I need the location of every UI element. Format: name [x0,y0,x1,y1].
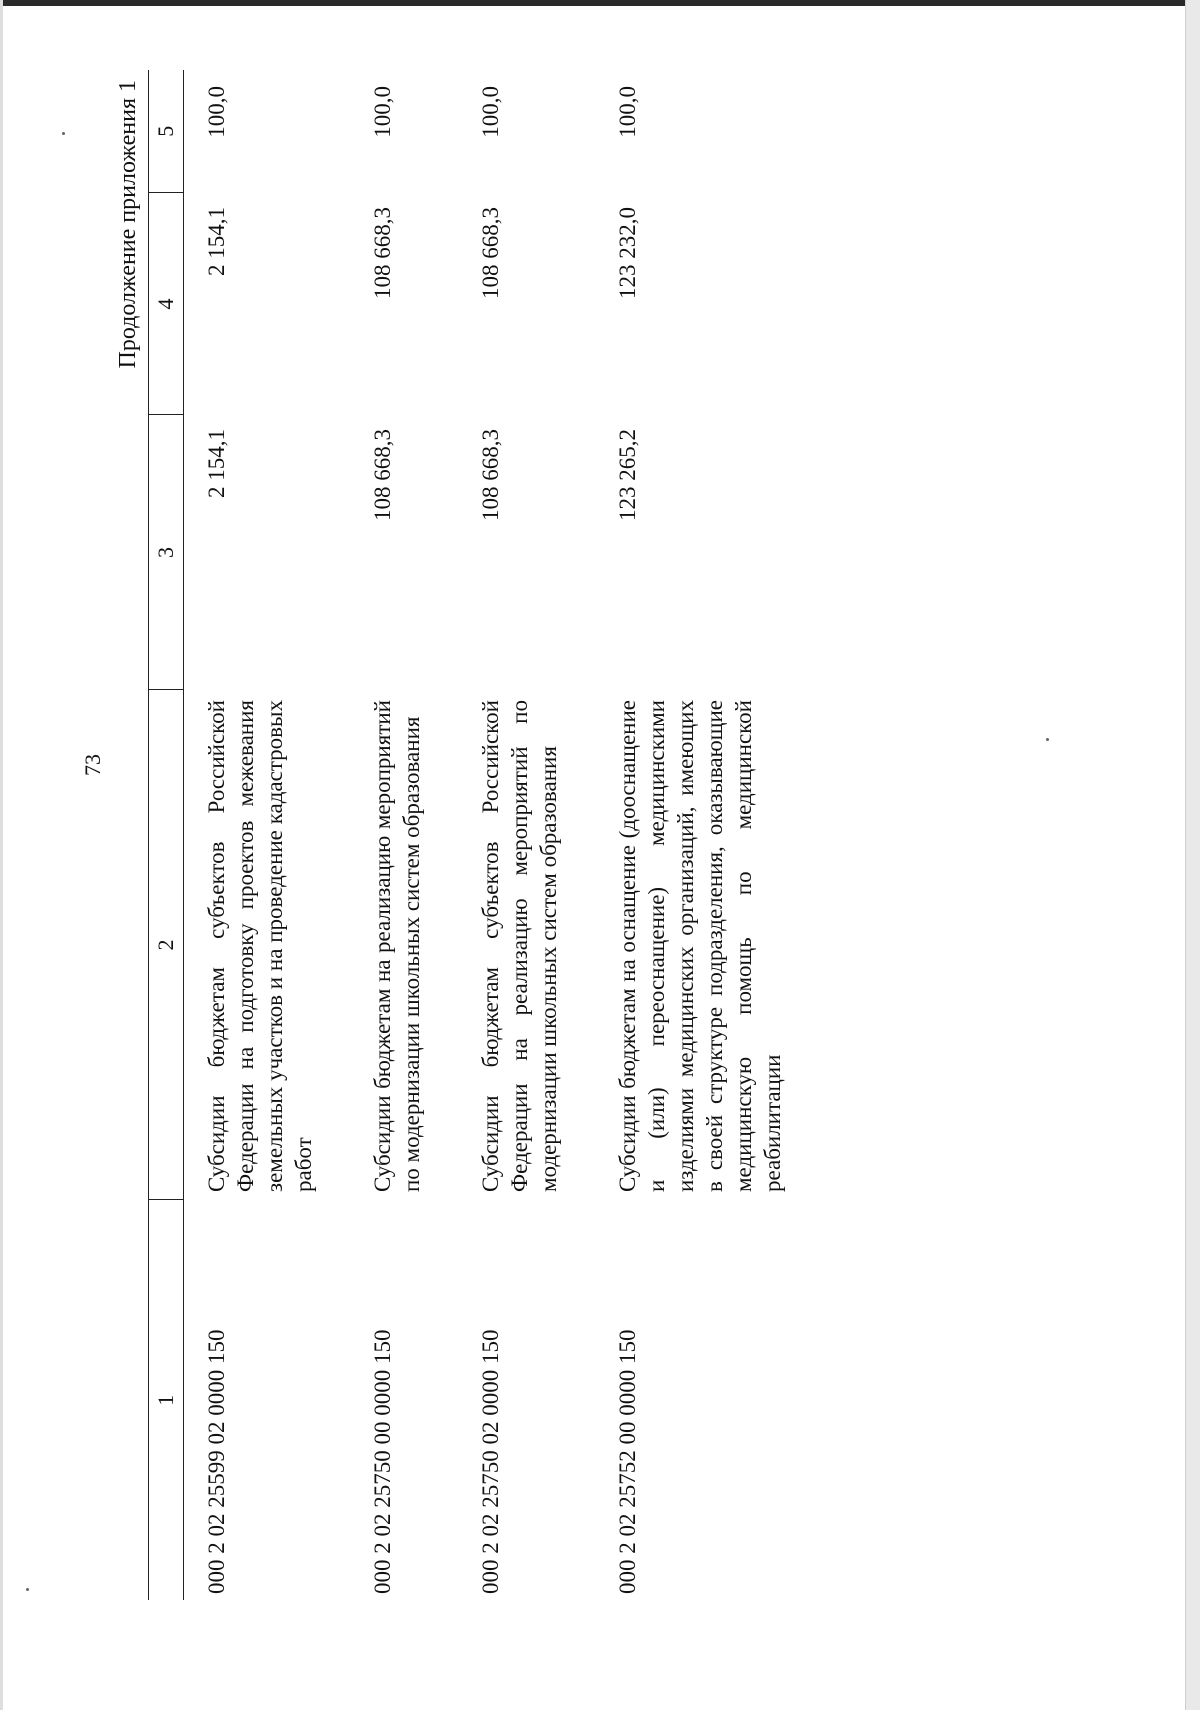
row-value-col3: 108 668,3 [478,429,503,521]
row-code: 000 2 02 25750 02 0000 150 [478,1329,503,1594]
row-value-col5: 100,0 [478,86,503,138]
row-value-col5: 100,0 [204,86,229,138]
budget-table [148,70,819,1600]
row-value-col5: 100,0 [615,86,640,138]
row-value-col4: 123 232,0 [615,207,640,299]
row-description: Субсидии бюджетам субъектов Российской Федерации на подготовку проектов межевания земельных участков и на проведение кадастровых работ [204,700,316,1192]
table-row [595,70,819,1600]
column-header-3: 3 [149,415,184,690]
row-value-col3: 108 668,3 [370,429,395,521]
column-header-4: 4 [149,193,184,415]
row-description: Субсидии бюджетам на оснащение (дооснащение и (или) переоснащение) медицинскими изделиями медицинских организаций, имеющих в своей структуре подразделения, оказывающие медицинскую помощь по медицинской реабилитации [615,700,785,1192]
row-value-col4: 2 154,1 [204,207,229,276]
row-code: 000 2 02 25750 00 0000 150 [370,1329,395,1594]
row-value-col4: 108 668,3 [370,207,395,299]
row-description: Субсидии бюджетам на реализацию мероприятий по модернизации школьных систем образования [370,700,424,1192]
table-header-row [149,70,184,1600]
table-row [458,70,595,1600]
table-row [350,70,458,1600]
row-value-col4: 108 668,3 [478,207,503,299]
column-header-1: 1 [149,1200,184,1600]
row-value-col5: 100,0 [370,86,395,138]
column-header-2: 2 [149,690,184,1200]
column-header-5: 5 [149,70,184,193]
row-code: 000 2 02 25599 02 0000 150 [204,1329,229,1594]
row-description: Субсидии бюджетам субъектов Российской Федерации на реализацию мероприятий по модернизации школьных систем образования [478,700,561,1192]
table-row [184,70,351,1600]
row-value-col3: 2 154,1 [204,429,229,498]
continuation-label: Продолжение приложения 1 [115,80,141,369]
row-code: 000 2 02 25752 00 0000 150 [615,1329,640,1594]
page-number: 73 [80,754,105,776]
row-value-col3: 123 265,2 [615,429,640,521]
